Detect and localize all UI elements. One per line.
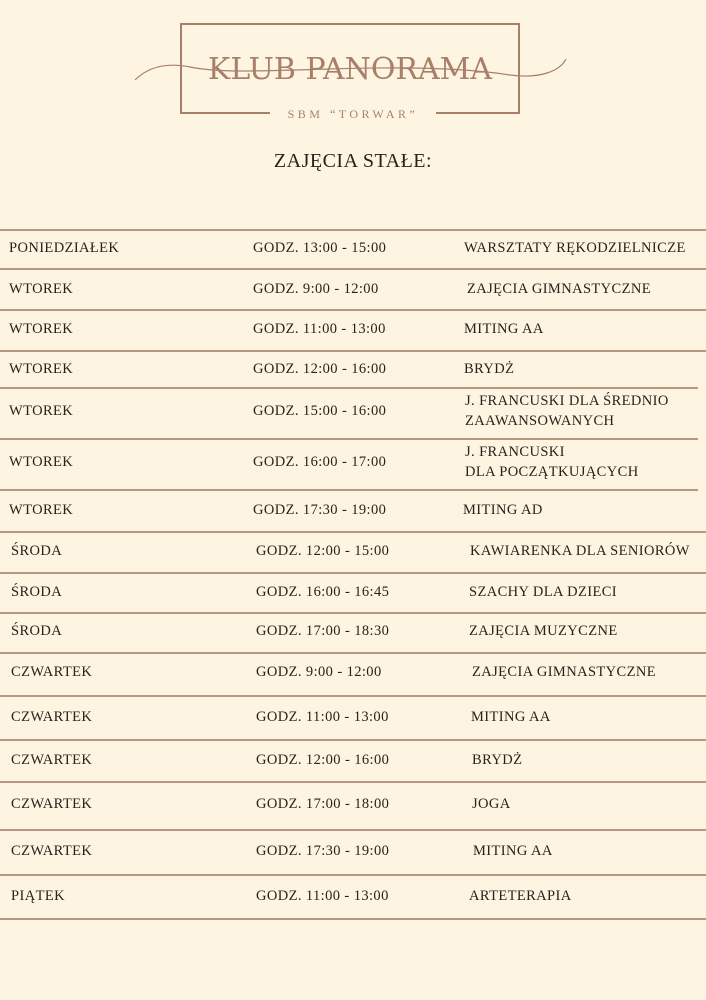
club-name: KLUB PANORAMA bbox=[207, 52, 493, 87]
schedule-day: WTOREK bbox=[9, 361, 74, 377]
schedule-day: WTOREK bbox=[9, 321, 74, 337]
schedule-time: GODZ. 11:00 - 13:00 bbox=[256, 709, 389, 725]
row-divider bbox=[0, 874, 706, 876]
schedule-time: GODZ. 12:00 - 15:00 bbox=[256, 543, 390, 559]
schedule-activity: MITING AA bbox=[471, 709, 551, 725]
schedule-day: CZWARTEK bbox=[11, 796, 93, 812]
schedule-activity: ZAJĘCIA GIMNASTYCZNE bbox=[472, 664, 657, 680]
schedule-day: CZWARTEK bbox=[11, 664, 93, 680]
row-divider bbox=[0, 350, 706, 352]
row-divider bbox=[0, 781, 706, 783]
row-divider bbox=[0, 612, 706, 614]
schedule-day: CZWARTEK bbox=[11, 752, 93, 768]
row-divider bbox=[0, 652, 706, 654]
row-divider bbox=[0, 531, 706, 533]
schedule-activity: MITING AA bbox=[464, 321, 544, 337]
schedule-time: GODZ. 11:00 - 13:00 bbox=[253, 321, 386, 337]
schedule-day: WTOREK bbox=[9, 281, 74, 297]
schedule-time: GODZ. 9:00 - 12:00 bbox=[256, 664, 382, 680]
section-title: ZAJĘCIA STAŁE: bbox=[273, 150, 433, 172]
schedule-time: GODZ. 16:00 - 17:00 bbox=[253, 454, 387, 470]
schedule-time: GODZ. 15:00 - 16:00 bbox=[253, 403, 387, 419]
schedule-activity: ARTETERAPIA bbox=[469, 888, 572, 904]
schedule-activity: BRYDŻ bbox=[464, 361, 515, 377]
schedule-time: GODZ. 13:00 - 15:00 bbox=[253, 240, 387, 256]
schedule-activity: ZAJĘCIA GIMNASTYCZNE bbox=[467, 281, 652, 297]
schedule-activity: ZAJĘCIA MUZYCZNE bbox=[469, 623, 618, 639]
row-divider bbox=[0, 572, 706, 574]
schedule-activity: JOGA bbox=[472, 796, 511, 812]
schedule-day: CZWARTEK bbox=[11, 709, 93, 725]
schedule-time: GODZ. 9:00 - 12:00 bbox=[253, 281, 379, 297]
schedule-time: GODZ. 17:30 - 19:00 bbox=[253, 502, 387, 518]
schedule-activity-line2: ZAAWANSOWANYCH bbox=[465, 413, 615, 429]
schedule-day: ŚRODA bbox=[11, 543, 63, 559]
schedule-time: GODZ. 17:00 - 18:00 bbox=[256, 796, 390, 812]
schedule-day: ŚRODA bbox=[11, 623, 63, 639]
row-divider bbox=[0, 918, 706, 920]
schedule-day: ŚRODA bbox=[11, 584, 63, 600]
schedule-activity: MITING AD bbox=[463, 502, 543, 518]
schedule-activity: MITING AA bbox=[473, 843, 553, 859]
schedule-day: PONIEDZIAŁEK bbox=[9, 240, 120, 256]
schedule-day: CZWARTEK bbox=[11, 843, 93, 859]
schedule-activity: WARSZTATY RĘKODZIELNICZE bbox=[464, 240, 686, 256]
row-divider bbox=[0, 489, 698, 491]
row-divider bbox=[0, 229, 706, 231]
schedule-time: GODZ. 17:00 - 18:30 bbox=[256, 623, 390, 639]
club-subtitle: SBM “TORWAR” bbox=[270, 107, 436, 122]
schedule-time: GODZ. 11:00 - 13:00 bbox=[256, 888, 389, 904]
schedule-time: GODZ. 16:00 - 16:45 bbox=[256, 584, 390, 600]
row-divider bbox=[0, 387, 698, 389]
schedule-day: PIĄTEK bbox=[11, 888, 65, 904]
schedule-time: GODZ. 12:00 - 16:00 bbox=[253, 361, 387, 377]
schedule-day: WTOREK bbox=[9, 403, 74, 419]
schedule-time: GODZ. 17:30 - 19:00 bbox=[256, 843, 390, 859]
schedule-day: WTOREK bbox=[9, 502, 74, 518]
row-divider bbox=[0, 829, 706, 831]
row-divider bbox=[0, 695, 706, 697]
row-divider bbox=[0, 268, 706, 270]
row-divider bbox=[0, 309, 706, 311]
schedule-time: GODZ. 12:00 - 16:00 bbox=[256, 752, 390, 768]
schedule-activity: KAWIARENKA DLA SENIORÓW bbox=[470, 543, 690, 559]
schedule-activity: BRYDŻ bbox=[472, 752, 523, 768]
row-divider bbox=[0, 739, 706, 741]
schedule-activity-line2: DLA POCZĄTKUJĄCYCH bbox=[465, 464, 639, 480]
schedule-activity: J. FRANCUSKI DLA ŚREDNIO bbox=[465, 393, 669, 409]
row-divider bbox=[0, 438, 698, 440]
schedule-activity: SZACHY DLA DZIECI bbox=[469, 584, 618, 600]
schedule-day: WTOREK bbox=[9, 454, 74, 470]
schedule-activity: J. FRANCUSKI bbox=[465, 444, 565, 460]
